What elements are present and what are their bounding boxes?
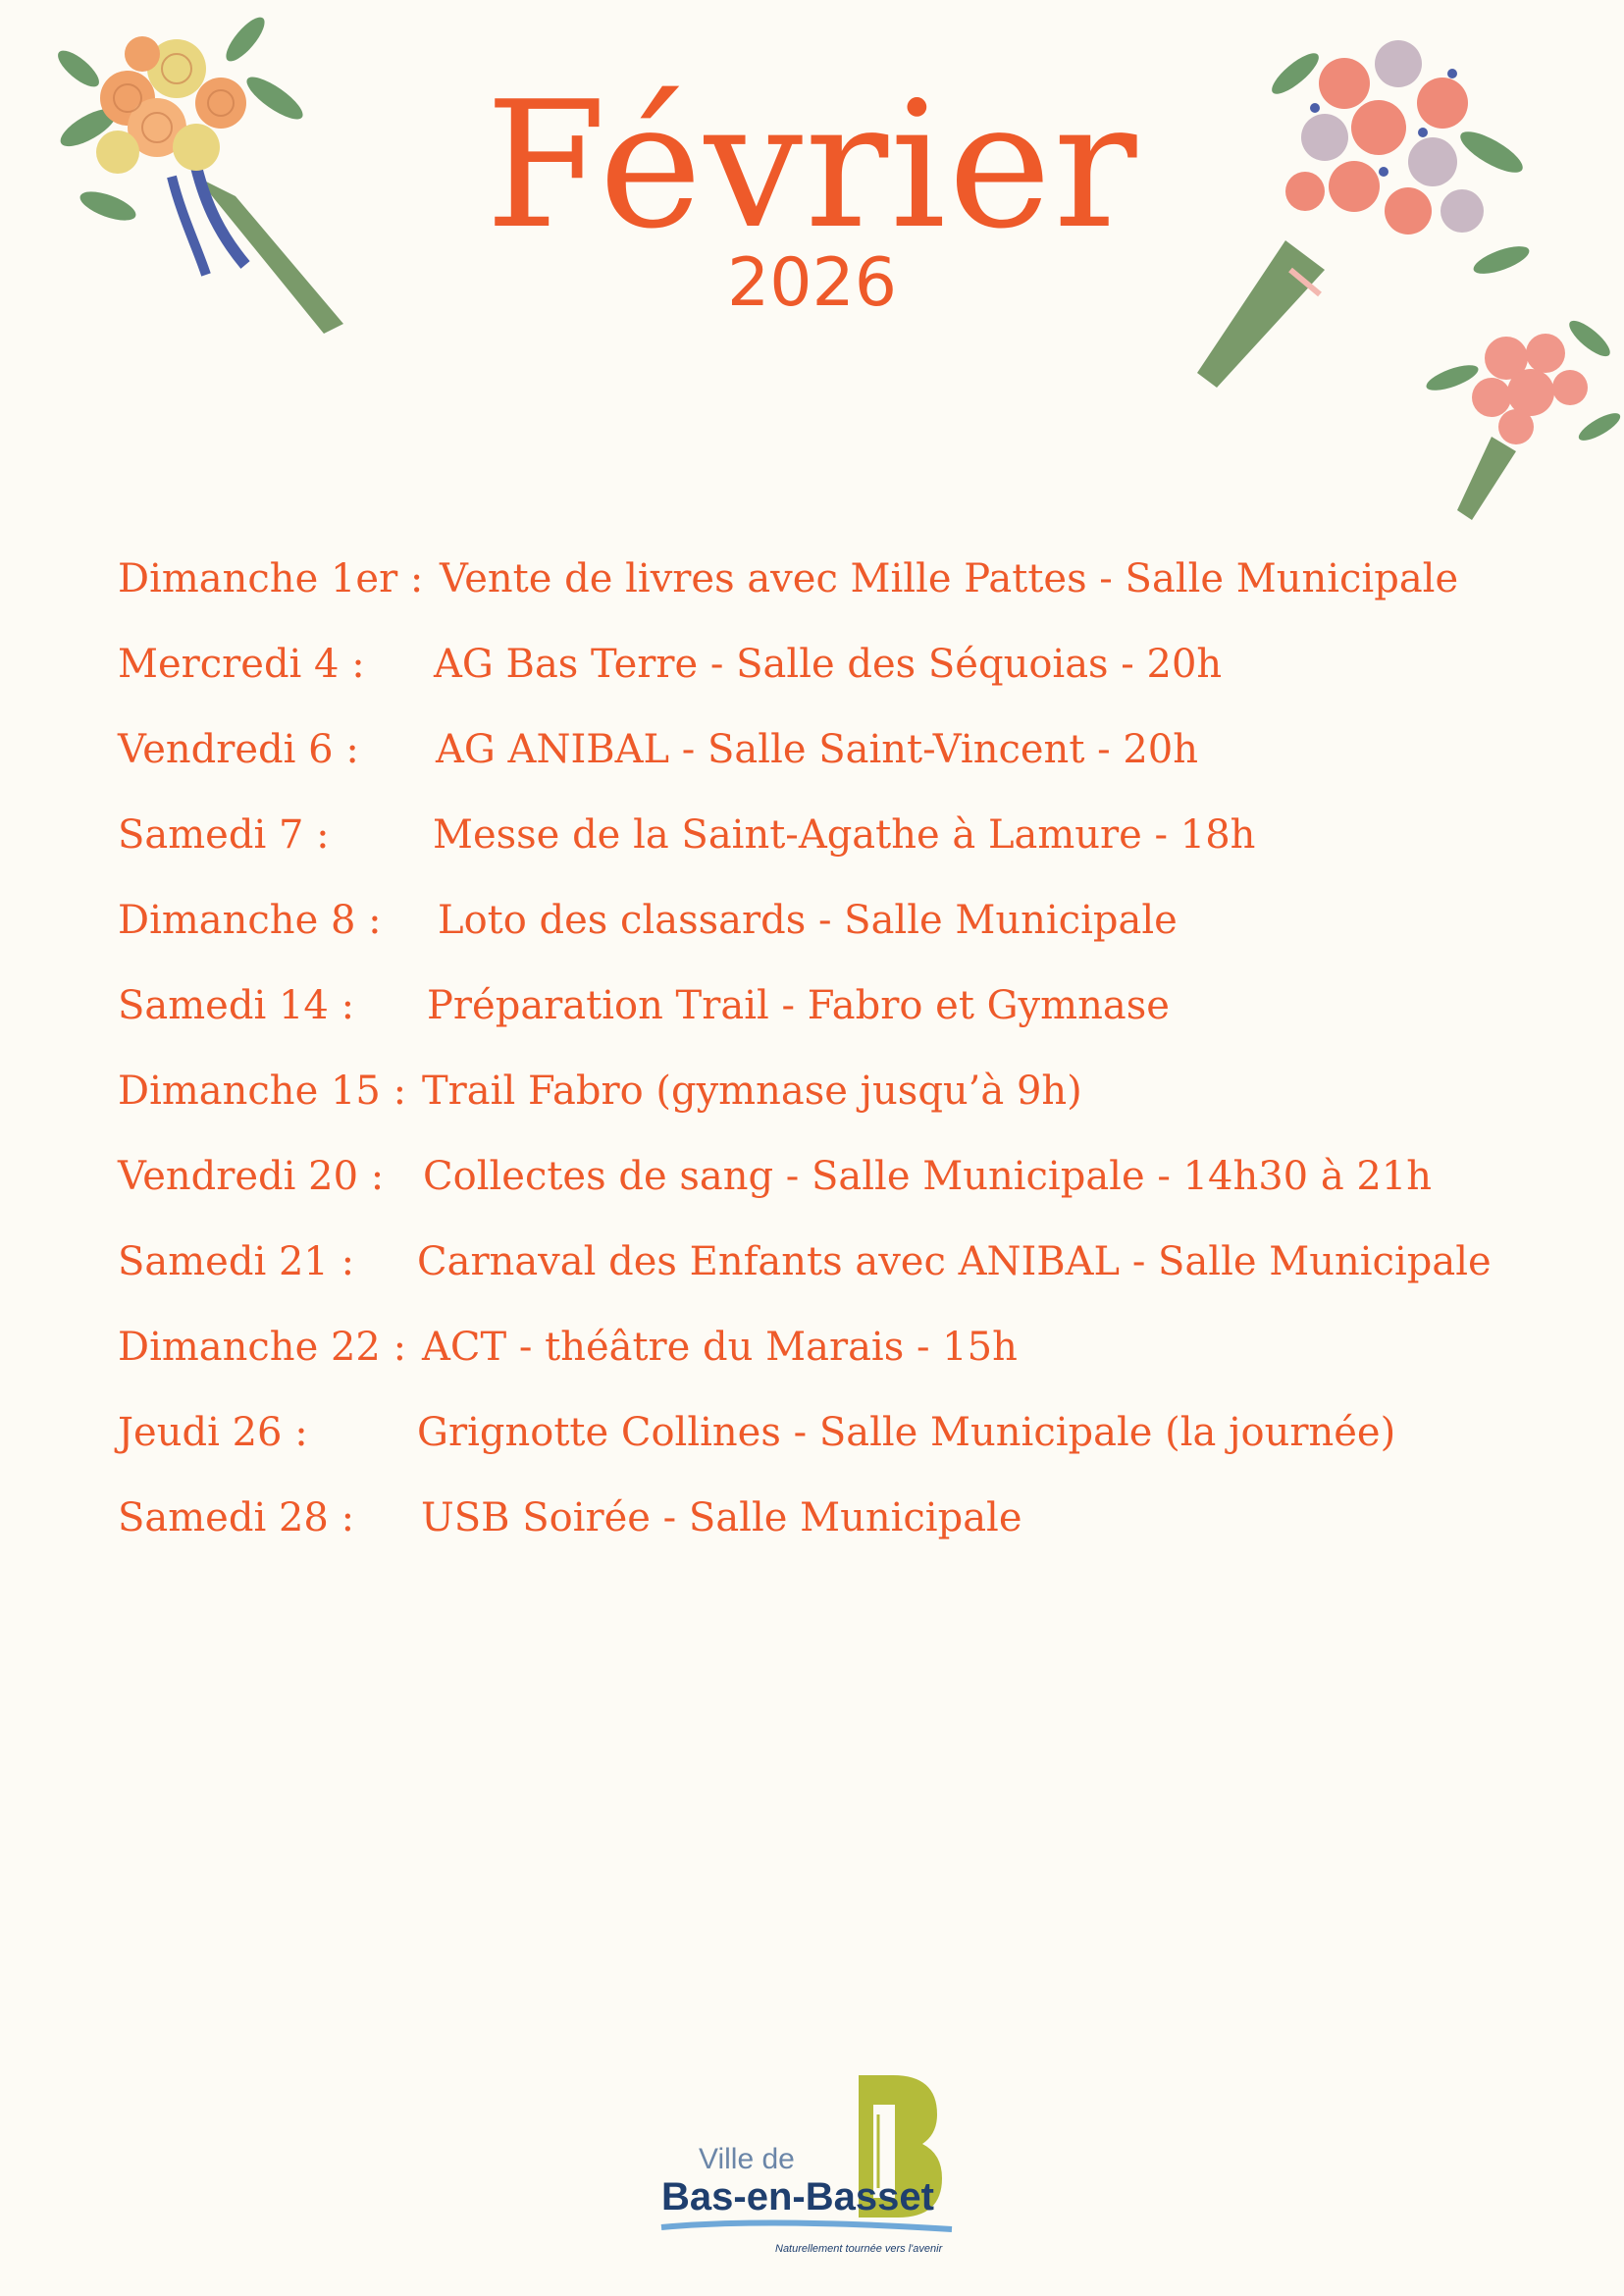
event-day: Samedi 28 :	[118, 1495, 355, 1540]
event-desc: Vente de livres avec Mille Pattes - Salle Municipale	[440, 556, 1459, 601]
event-desc: Trail Fabro (gymnase jusqu’à 9h)	[422, 1069, 1082, 1114]
page-year: 2026	[726, 244, 898, 322]
event-desc: USB Soirée - Salle Municipale	[421, 1495, 1022, 1540]
event-day: Samedi 21 :	[118, 1239, 355, 1284]
event-day: Vendredi 20 :	[118, 1154, 385, 1199]
event-desc: Loto des classards - Salle Municipale	[438, 898, 1178, 943]
event-desc: Carnaval des Enfants avec ANIBAL - Salle Municipale	[417, 1239, 1492, 1284]
event-desc: Messe de la Saint-Agathe à Lamure - 18h	[433, 812, 1256, 858]
bouquet-right-small-icon	[1423, 299, 1624, 520]
event-day: Jeudi 26 :	[118, 1410, 308, 1455]
town-logo	[657, 2070, 991, 2267]
page-title: Février	[485, 64, 1139, 267]
logo-line2: Bas-en-Basset	[661, 2175, 934, 2218]
logo-line1: Ville de	[699, 2143, 795, 2175]
event-day: Vendredi 6 :	[118, 727, 359, 772]
event-day: Dimanche 15 :	[118, 1069, 407, 1114]
event-desc: Préparation Trail - Fabro et Gymnase	[427, 983, 1170, 1028]
event-day: Samedi 14 :	[118, 983, 355, 1028]
event-desc: AG ANIBAL - Salle Saint-Vincent - 20h	[436, 727, 1198, 772]
event-desc: ACT - théâtre du Marais - 15h	[422, 1325, 1018, 1370]
event-day: Mercredi 4 :	[118, 642, 365, 687]
event-day: Dimanche 1er :	[118, 556, 424, 601]
event-desc: AG Bas Terre - Salle des Séquoias - 20h	[434, 642, 1223, 687]
event-desc: Collectes de sang - Salle Municipale - 14h30 à 21h	[423, 1154, 1433, 1199]
event-day: Dimanche 22 :	[118, 1325, 407, 1370]
event-day: Samedi 7 :	[118, 812, 330, 858]
event-day: Dimanche 8 :	[118, 898, 382, 943]
logo-tagline: Naturellement tournée vers l'avenir	[775, 2243, 943, 2255]
event-desc: Grignotte Collines - Salle Municipale (la journée)	[417, 1410, 1396, 1455]
